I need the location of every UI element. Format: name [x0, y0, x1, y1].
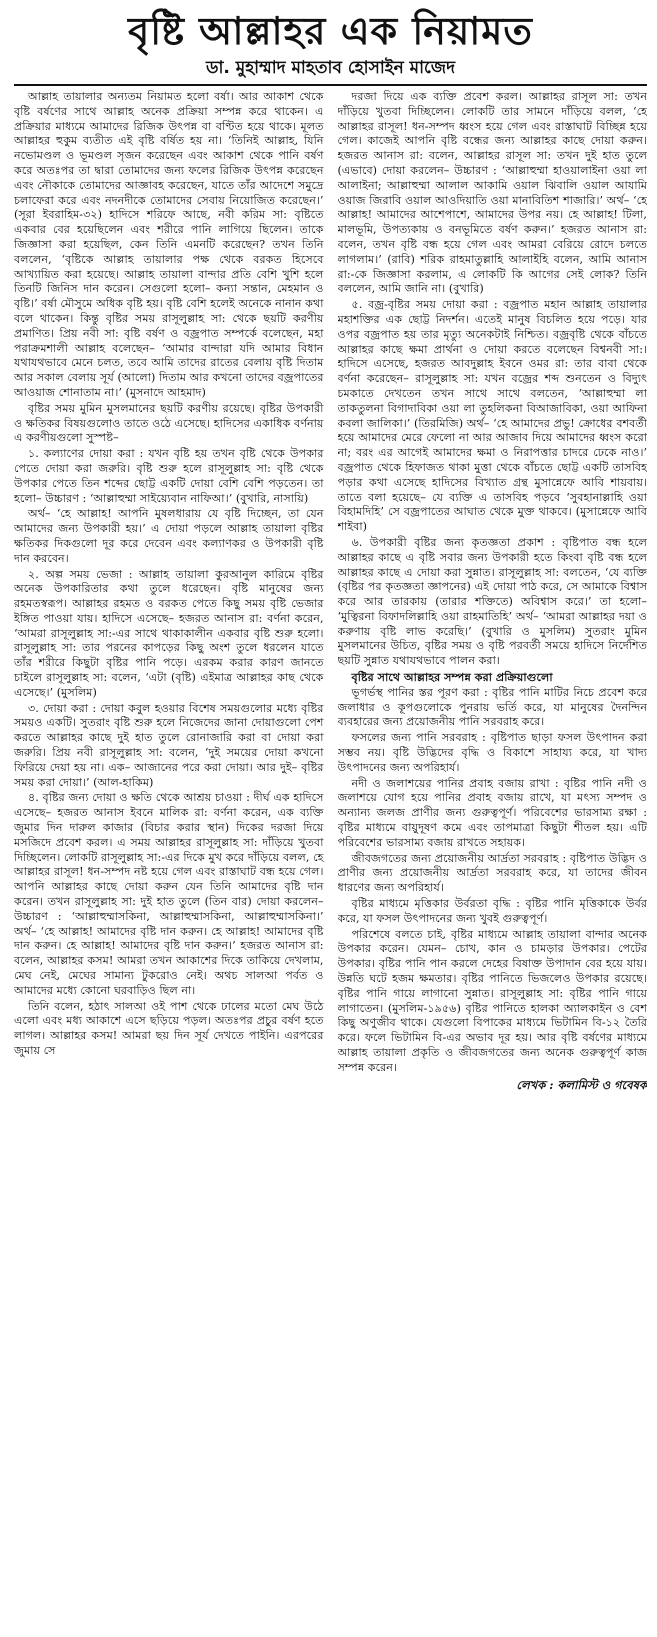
paragraph: পরিশেষে বলতে চাই, বৃষ্টির মাধ্যমে আল্লাহ তায়ালা বান্দার অনেক উপকার করেন। যেমন– চোখ, কান ও চামড়ার উপকার। পেটের উপকার। বৃষ্টির পানি পান করলে দেহের বিষাক্ত উপাদান বের হয়ে যায়। উন্নতি ঘটে হজম ক্ষমতার। বৃষ্টির পানিতে ভিজলেও উপকার রয়েছে। বৃষ্টির পানি গায়ে লাগানো সুন্নাত। রাসূলুল্লাহ সা: বৃষ্টির পানি গায়ে লাগাতেন। (মুসলিম-১৯৫৬) বৃষ্টির পানিতে হালকা অ্যালকাইন ও বেশ কিছু অণুজীব থাকে। যেগুলো বিপাকের মাধ্যমে ভিটামিন বি-১২ তৈরি করে। ফলে ভিটামিন বি-এর অভাব দূর হয়। আর বৃষ্টি বর্ষণের মাধ্যমে আল্লাহ তায়ালা প্রকৃতি ও জীবজগতের জন্য অনেক গুরুত্বপূর্ণ কাজ সম্পন্ন করেন।	[337, 927, 647, 1074]
article-headline: বৃষ্টি আল্লাহর এক নিয়ামত	[128, 9, 533, 53]
article-byline: ডা. মুহাম্মাদ মাহতাব হোসাইন মাজেদ	[205, 58, 456, 78]
paragraph: ৪. বৃষ্টির জন্য দোয়া ও ক্ষতি থেকে আশ্রয় চাওয়া : দীর্ঘ এক হাদিসে এসেছে– হজরত আনাস ইবনে মালিক রা: বর্ণনা করেন, এক ব্যক্তি জুমার দিন দারুল কাজার (বিচার করার স্থান) দিকের দরজা দিয়ে মসজিদে প্রবেশ করল। এ সময় আল্লাহর রাসূলুল্লাহ সা: দাঁড়িয়ে খুতবা দিচ্ছিলেন। লোকটি রাসূলুল্লাহ সা:-এর দিকে মুখ করে দাঁড়িয়ে বলল, হে আল্লাহর রাসূল! ধন-সম্পদ নষ্ট হয়ে গেল এবং রাস্তাঘাট বন্ধ হয়ে গেল। আপনি আল্লাহর কাছে দোয়া করুন যেন তিনি আমাদের বৃষ্টি দান করেন। তখন রাসূলুল্লাহ সা: দুই হাত তুলে (তিন বার) দোয়া করলেন– উচ্চারণ : ‘আল্লাহুম্মাসকিনা, আল্লাহুম্মাসকিনা, আল্লাহুম্মাসকিনা।’ অর্থ– ‘হে আল্লাহ! আমাদের বৃষ্টি দান করুন। হে আল্লাহ! আমাদের বৃষ্টি দান করুন। হে আল্লাহ! আমাদের বৃষ্টি দান করুন।’ হজরত আনাস রা: বলেন, আল্লাহর কসম! আমরা তখন আকাশের দিকে তাকিয়ে দেখলাম, মেঘ নেই, মেঘের সামান্য টুকরোও নেই। অথচ সালআ পর্বত ও আমাদের মধ্যে কোনো ঘরবাড়িও ছিল না।	[14, 791, 324, 997]
paragraph: ১. কল্যাণের দোয়া করা : যখন বৃষ্টি হয় তখন বৃষ্টি থেকে উপকার পেতে দোয়া করা জরুরি। বৃষ্টি শুরু হলে রাসূলুল্লাহ সা: বৃষ্টি থেকে উপকার পেতে তিন শব্দের ছোট্ট একটি দোয়া বেশি বেশি পড়তেন। তা হলো– উচ্চারণ : ‘আল্লাহুম্মা সাইয়্যেবান নাফিআ।’ (বুখারি, নাসায়ি)	[14, 447, 324, 505]
author-credit: লেখক : কলামিস্ট ও গবেষক	[516, 1077, 647, 1092]
paragraph: আল্লাহ তায়ালার অন্যতম নিয়ামত হলো বর্ষা। আর আকাশ থেকে বৃষ্টি বর্ষণের সাথে আল্লাহ অনেক প্রক্রিয়া সম্পন্ন করে থাকেন। এ প্রক্রিয়ার মাধ্যমে আমাদের রিজিক উৎপন্ন বা বণ্টিত হয়ে থাকে। মূলত আল্লাহর হুকুম ব্যতীত এই বৃষ্টি বর্ষিত হয় না। ‘তিনিই আল্লাহ, যিনি নভোমণ্ডল ও ভূমণ্ডল সৃজন করেছেন এবং আকাশ থেকে পানি বর্ষণ করে অতঃপর তা দ্বারা তোমাদের জন্য ফলের রিজিক উৎপন্ন করেছেন এবং নৌকাকে তোমাদের আজ্ঞাবহ করেছেন, যাতে তাঁর আদেশে সমুদ্রে চলাফেরা করে এবং নদনদীকে তোমাদের সেবায় নিয়োজিত করেছেন।’ (সূরা ইবরাহিম-৩২) হাদিসে শরিফে আছে, নবী করিম সা: বৃষ্টিতে একবার বের হয়েছিলেন এবং শরীরে পানি লাগিয়ে ছিলেন। তাকে জিজ্ঞাসা করা হয়েছিল, কেন তিনি এমনটি করেছেন? তখন তিনি বললেন, ‘বৃষ্টিকে আল্লাহ তায়ালার পক্ষ থেকে বরকত হিসেবে আখ্যায়িত করা হয়েছে। আল্লাহ তায়ালা বান্দার প্রতি বেশি খুশি হলে তিনটি জিনিস দান করেন। সেগুলো হলো– কন্যা সন্তান, মেহমান ও বৃষ্টি।’ বর্ষা মৌসুমে অধিক বৃষ্টি হয়। বৃষ্টি বেশি হলেই অনেকে নানান কথা বলে থাকেন। কিন্তু বৃষ্টির সময় রাসূলুল্লাহ সা: থেকে ছয়টি করণীয় প্রমাণিত। প্রিয় নবী সা: বৃষ্টি বর্ষণ ও বজ্রপাত সম্পর্কে বলেছেন, মহা পরাক্রমশালী আল্লাহ বলেছেন– ‘আমার বান্দারা যদি আমার বিধান যথাযথভাবে মেনে চলত, তবে আমি তাদের রাতের বেলায় বৃষ্টি দিতাম আর সকাল বেলায় সূর্য (আলো) দিতাম আর কখনো তাদের বজ্রপাতের আওয়াজ শোনাতাম না।’ (মুসনাদে আহমাদ)	[14, 90, 324, 399]
paragraph: বৃষ্টির মাধ্যমে মৃত্তিকার উর্বরতা বৃদ্ধি : বৃষ্টির পানি মৃত্তিকাকে উর্বর করে, যা ফসল উৎপাদনের জন্য খুবই গুরুত্বপূর্ণ।	[337, 897, 647, 925]
paragraph: ২. অল্প সময় ভেজা : আল্লাহ তায়ালা কুরআনুল কারিমে বৃষ্টির অনেক উপকারিতার কথা তুলে ধরেছেন। বৃষ্টি মানুষের জন্য রহমতস্বরূপ। আল্লাহর রহমত ও বরকত পেতে কিছু সময় বৃষ্টি ভেজার ইঙ্গিত পাওয়া যায়। হাদিসে এসেছে– হজরত আনাস রা: বর্ণনা করেন, ‘আমরা রাসূলুল্লাহ সা:-এর সাথে থাকাকালীন একবার বৃষ্টি শুরু হলো। রাসূলুল্লাহ সা: তার পরনের কাপড়ের কিছু অংশ তুলে ধরলেন যাতে তাঁর শরীরে কিছুটা বৃষ্টির পানি পড়ে। এরকম করার কারণ জানতে চাইলে রাসূলুল্লাহ সা: বলেন, ‘এটা (বৃষ্টি) এইমাত্র আল্লাহর কাছ থেকে এসেছে।’ (মুসলিম)	[14, 567, 324, 699]
left-column	[14, 90, 324, 1620]
paragraph: বৃষ্টির সময় মুমিন মুসলমানের ছয়টি করণীয় রয়েছে। বৃষ্টির উপকারী ও ক্ষতিকর বিষয়গুলোও তাতে ওঠে এসেছে। হাদিসের একাধিক বর্ণনায় এ করণীয়গুলো সুস্পষ্ট–	[14, 401, 324, 445]
paragraph: ৩. দোয়া করা : দোয়া কবুল হওয়ার বিশেষ সময়গুলোর মধ্যে বৃষ্টির সময়ও একটি। সুতরাং বৃষ্টি শুরু হলে নিজেদের জানা দোয়াগুলো পেশ করতে আল্লাহর কাছে দুই হাত তুলে রোনাজারি করা বা দোয়া করা জরুরি। প্রিয় নবী রাসূলুল্লাহ সা: বলেন, ‘দুই সময়ের দোয়া কখনো ফিরিয়ে দেয়া হয় না। এক– আজানের পরে করা দোয়া। আর দুই– বৃষ্টির সময় করা দোয়া।’ (আল-হাকিম)	[14, 701, 324, 789]
paragraph: ফসলের জন্য পানি সরবরাহ : বৃষ্টিপাত ছাড়া ফসল উৎপাদন করা সম্ভব নয়। বৃষ্টি উদ্ভিদের বৃদ্ধি ও বিকাশে সাহায্য করে, যা খাদ্য উৎপাদনের জন্য অপরিহার্য।	[337, 731, 647, 774]
paragraph: জীবজগতের জন্য প্রয়োজনীয় আর্দ্রতা সরবরাহ : বৃষ্টিপাত উদ্ভিদ ও প্রাণীর জন্য প্রয়োজনীয় আর্দ্রতা সরবরাহ করে, যা তাদের জীবন ধারণের জন্য অপরিহার্য।	[337, 851, 647, 895]
right-column	[338, 90, 648, 1620]
paragraph: ভূগর্ভস্থ পানির স্তর পূরণ করা : বৃষ্টির পানি মাটির নিচে প্রবেশ করে জলাধার ও কূপগুলোকে পুনরায় ভর্তি করে, যা মানুষের দৈনন্দিন ব্যবহারের জন্য প্রয়োজনীয় পানি সরবরাহ করে।	[337, 685, 647, 729]
section-subheading: বৃষ্টির সাথে আল্লাহর সম্পন্ন করা প্রক্রিয়াগুলো	[351, 670, 553, 685]
paragraph: অর্থ– ‘হে আল্লাহ! আপনি মুষলধারায় যে বৃষ্টি দিচ্ছেন, তা যেন আমাদের জন্য উপকারী হয়।’ এ দোয়া পড়লে আল্লাহ তায়ালা বৃষ্টির ক্ষতিকর দিকগুলো দূর করে দেবেন এবং কল্যাণকর ও উপকারী বৃষ্টি দান করবেন।	[14, 507, 324, 565]
article-body	[14, 90, 647, 1620]
paragraph: ৫. বজ্র-বৃষ্টির সময় দোয়া করা : বজ্রপাত মহান আল্লাহ তায়ালার মহাশক্তির এক ছোট্ট নিদর্শন। এতেই মানুষ বিচলিত হয়ে পড়ে। যার ওপর বজ্রপাত হয় তার মৃত্যু অনেকটাই নিশ্চিত। বজ্রবৃষ্টি থেকে বাঁচতে আল্লাহর কাছে ক্ষমা প্রার্থনা ও দোয়া করতে বলেছেন বিশ্বনবী সা:। হাদিসে এসেছে, হজরত আবদুল্লাহ ইবনে ওমর রা: তার বাবা থেকে বর্ণনা করেছেন– রাসূলুল্লাহ সা: যখন বজ্রের শব্দ শুনতেন ও বিদ্যুৎ চমকাতে দেখতেন তখন সাথে সাথে বলতেন, ‘আল্লাহুম্মা লা তাকতুলনা বিগাদাবিকা ওয়া লা তুহলিকনা বিআজাবিকা, ওয়া আফিনা কবলা জালিকা।’ (তিরমিজি) অর্থ– ‘হে আমাদের প্রভু! ক্রোধের বশবর্তী হয়ে আমাদের মেরে ফেলো না আর আজাব দিয়ে আমাদের ধ্বংস করো না; বরং এর আগেই আমাদের ক্ষমা ও নিরাপত্তার চাদরে ঢেকে নাও।’ বজ্রপাত থেকে হিফাজত থাকা মুত্তা থেকে বাঁচতে ছোট্ট একটি তাসবিহ পড়ার কথা এসেছে হাদিসের বিখ্যাত গ্রন্থ মুসান্নেফে আবি শায়বায়। তাতে বলা হয়েছে– যে ব্যক্তি এ তাসবিহ পড়বে ‘সুবহানাল্লাহি ওয়া বিহামদিহি’ সে বজ্রপাতের আঘাত থেকে মুক্ত থাকবে। (মুসান্নেফে আবি শাইবা)	[337, 298, 647, 534]
paragraph: নদী ও জলাশয়ের পানির প্রবাহ বজায় রাখা : বৃষ্টির পানি নদী ও জলাশয়ে যোগ হয়ে পানির প্রবাহ বজায় রাখে, যা মৎস্য সম্পদ ও অন্যান্য জলজ প্রাণীর জন্য গুরুত্বপূর্ণ। পরিবেশের ভারসাম্য রক্ষা : বৃষ্টির মাধ্যমে বায়ুদূষণ কমে এবং তাপমাত্রা কিছুটা শীতল হয়। এটি পরিবেশের ভারসাম্য বজায় রাখতে সহায়ক।	[337, 776, 647, 849]
paragraph: তিনি বলেন, হঠাৎ সালআ ওই পাশ থেকে ঢালের মতো মেঘ উঠে এলো এবং মধ্য আকাশে এসে ছড়িয়ে পড়ল। অতঃপর প্রচুর বর্ষণ হতে লাগল। আল্লাহর কসম! আমরা ছয় দিন সূর্য দেখতে পাইনি। এরপরের জুমায় সে	[14, 999, 324, 1057]
header-divider	[14, 84, 647, 86]
paragraph: দরজা দিয়ে এক ব্যক্তি প্রবেশ করল। আল্লাহর রাসূল সা: তখন দাঁড়িয়ে খুতবা দিচ্ছিলেন। লোকটি তার সামনে দাঁড়িয়ে বলল, ‘হে আল্লাহর রাসূল! ধন-সম্পদ ধ্বংস হয়ে গেল এবং রাস্তাঘাট বিচ্ছিন্ন হয়ে গেল। কাজেই আপনি বৃষ্টি বন্ধের জন্য আল্লাহর কাছে দোয়া করুন। হজরত আনাস রা: বলেন, আল্লাহর রাসূল সা: তখন দুই হাত তুলে (এভাবে) দোয়া করলেন– উচ্চারণ : ‘আল্লাহুম্মা হাওয়ালাইনা ওয়া লা আলাইনা; আল্লাহুম্মা আলাল আকামি ওয়াল ঝিবালি ওয়াল আযামি ওয়াজ জিরাবি ওয়াল আওদিয়াতি ওয়া মানাবিতিশ শাজারি।’ অর্থ– ‘হে আল্লাহ! আমাদের আশেপাশে, আমাদের উপর নয়। হে আল্লাহ! টিলা, মালভূমি, উপত্যকায় ও বনভূমিতে বর্ষণ করুন।’ হজরত আনাস রা: বলেন, তখন বৃষ্টি বন্ধ হয়ে গেল এবং আমরা বেরিয়ে রোদে চলতে লাগলাম।’ (রাবি) শরিক রাহমাতুল্লাহি আলাইহি বলেন, আমি আনাস রা:-কে জিজ্ঞাসা করলাম, এ লোকটি কি আগের সেই লোক? তিনি বললেন, আমি জানি না। (বুখারি)	[337, 90, 647, 296]
paragraph: ৬. উপকারী বৃষ্টির জন্য কৃতজ্ঞতা প্রকাশ : বৃষ্টিপাত বন্ধ হলে আল্লাহর কাছে এ বৃষ্টি সবার জন্য উপকারী হতে কিংবা বৃষ্টি বন্ধ হলে আল্লাহর কাছে এ দোয়া করা সুন্নাত। রাসূলুল্লাহ সা: বলতেন, ‘যে ব্যক্তি (বৃষ্টির পর কৃতজ্ঞতা জ্ঞাপনের) এই দোয়া পাঠ করে, সে আমাকে বিশ্বাস করে আর তারকায় (তারার শক্তিতে) অবিশ্বাস করে।’ তা হলো– ‘মুত্বিরনা বিফাদলিল্লাহি ওয়া রাহমাতিহি’ অর্থ– ‘আমরা আল্লাহর দয়া ও করুণায় বৃষ্টি লাভ করেছি।’ (বুখারি ও মুসলিম) সুতরাং মুমিন মুসলমানের উচিত, বৃষ্টির সময় ও বৃষ্টি পরবর্তী সময়ে হাদিসে নির্দেশিত ছয়টি সুন্নাত যথাযথভাবে পালন করা।	[337, 535, 647, 668]
